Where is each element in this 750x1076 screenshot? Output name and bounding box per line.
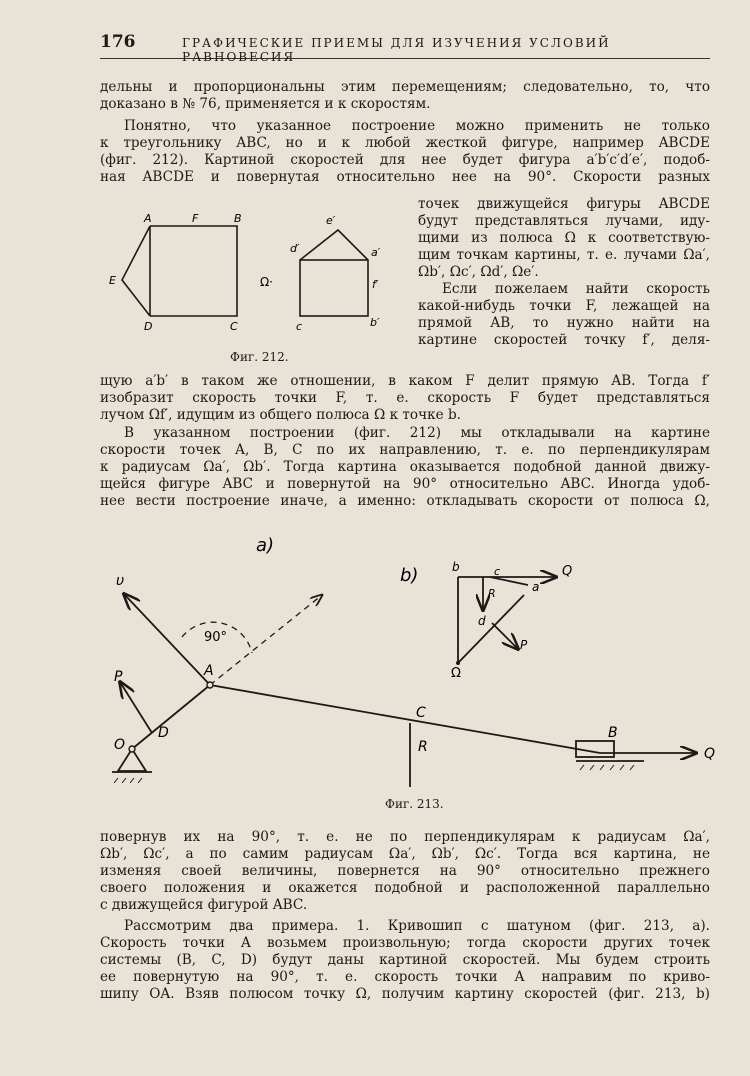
label-F: F xyxy=(192,212,199,225)
label-e-prime: e′ xyxy=(326,214,336,227)
label-A: A xyxy=(144,212,152,225)
text-line: своего положения и окажется подобной и расположенной параллельно xyxy=(100,880,710,896)
text-line: какой-нибудь точки F, лежащей на xyxy=(418,298,710,314)
label-d-prime: d′ xyxy=(290,242,300,255)
label-omega: Ω xyxy=(451,666,461,681)
label-Q-small: Q xyxy=(562,564,573,579)
text-line: точек движущейся фигуры ABCDE xyxy=(418,196,710,212)
label-d-small: d xyxy=(478,614,486,628)
text-line: нее вести построение иначе, а именно: откладывать скорости от полюса Ω, xyxy=(100,493,710,509)
text-line: щими из полюса Ω к соответствую- xyxy=(418,230,710,246)
text-line: щую a′b′ в таком же отношении, в каком F делит прямую AB. Тогда f′ xyxy=(100,373,710,389)
label-B: B xyxy=(234,212,242,225)
paragraph-top xyxy=(100,79,710,113)
label-O: O xyxy=(114,737,126,753)
label-b-prime: b′ xyxy=(370,316,380,329)
text-line: к радиусам Ωa′, Ωb′. Тогда картина оказывается подобной данной движу- xyxy=(100,459,710,475)
text-line: дельны и пропорциональны этим перемещениям; следовательно, то, что xyxy=(100,79,710,95)
label-c: c xyxy=(296,320,303,333)
text-line: скорости точек A, B, C по их направлению, т. е. по перпендикулярам xyxy=(100,442,710,458)
text-line: с движущейся фигурой ABC. xyxy=(100,897,308,913)
text-line: Ωb′, Ωc′, Ωd′, Ωe′. xyxy=(418,264,539,280)
running-title: ГРАФИЧЕСКИЕ ПРИЕМЫ ДЛЯ ИЗУЧЕНИЯ УСЛОВИЙ РАВНОВЕСИЯ xyxy=(182,36,611,64)
paragraph-2-wrap xyxy=(418,196,710,349)
text-line: ная ABCDE и повернутая относительно нее на 90°. Скорости разных xyxy=(100,169,710,185)
text-line: лучом Ωf′, идущим из общего полюса Ω к точке b. xyxy=(100,407,461,423)
paragraph-6 xyxy=(100,918,710,1003)
label-E: E xyxy=(109,274,116,287)
text-line: картине скоростей точку f′, деля- xyxy=(418,332,710,348)
figure-213-caption: Фиг. 213. xyxy=(385,797,444,811)
text-line: изобразит скорость точки F, т. е. скорость F будет представляться xyxy=(100,390,710,406)
text-line: прямой AB, то нужно найти на xyxy=(418,315,710,331)
label-D: D xyxy=(144,320,153,333)
paragraph-5 xyxy=(100,829,710,914)
text-line: доказано в № 76, применяется и к скоростям. xyxy=(100,96,431,112)
text-line: к треугольнику ABC, но и к любой жесткой фигуре, например ABCDE xyxy=(100,135,710,151)
paragraph-2 xyxy=(100,118,710,186)
text-line: Если пожелаем найти скорость xyxy=(442,281,710,297)
text-line: Скорость точки A возьмем произвольную; тогда скорости других точек xyxy=(100,935,710,951)
label-Q: Q xyxy=(704,746,716,762)
text-line: Понятно, что указанное построение можно применить не только xyxy=(124,118,710,134)
label-b-figure: b) xyxy=(400,565,419,586)
label-B: B xyxy=(608,725,618,741)
figure-213 xyxy=(100,525,720,810)
paragraph-4 xyxy=(100,425,710,510)
label-f-prime: f′ xyxy=(372,278,379,291)
label-R-small: R xyxy=(488,587,496,600)
label-b-small: b xyxy=(452,560,460,574)
text-line: (фиг. 212). Картиной скоростей для нее будет фигура a′b′c′d′e′, подоб- xyxy=(100,152,710,168)
label-pole: Ω· xyxy=(260,275,273,289)
text-line: системы (B, C, D) будут даны картиной скоростей. Мы будем строить xyxy=(100,952,710,968)
figure-212-caption: Фиг. 212. xyxy=(230,350,289,364)
label-c-small: c xyxy=(494,565,501,578)
text-line: ее повернутую на 90°, т. е. скорость точки A направим по криво- xyxy=(100,969,710,985)
label-C: C xyxy=(416,705,426,721)
label-v: υ xyxy=(116,573,125,589)
label-a-small: a xyxy=(532,580,540,594)
label-a-prime: a′ xyxy=(371,246,381,259)
text-line: Рассмотрим два примера. 1. Кривошип с шатуном (фиг. 213, a). xyxy=(124,918,710,934)
text-line: щим точкам картины, т. е. лучами Ωa′, xyxy=(418,247,710,263)
text-line: шипу OA. Взяв полюсом точку Ω, получим картину скоростей (фиг. 213, b) xyxy=(100,986,710,1002)
label-C: C xyxy=(230,320,238,333)
text-line: будут представляться лучами, иду- xyxy=(418,213,710,229)
page-number: 176 xyxy=(100,32,136,52)
paragraph-3-full xyxy=(100,373,710,424)
text-line: щейся фигуре ABC и повернутой на 90° относительно ABC. Иногда удоб- xyxy=(100,476,710,492)
label-P: P xyxy=(114,669,123,685)
label-P-small: P xyxy=(520,638,528,652)
text-line: повернув их на 90°, т. е. не по перпендикулярам к радиусам Ωa′, xyxy=(100,829,710,845)
text-line: Ωb′, Ωc′, а по самим радиусам Ωa′, Ωb′, Ωc′. Тогда вся картина, не xyxy=(100,846,710,862)
text-line: изменяя своей величины, повернется на 90° относительно прежнего xyxy=(100,863,710,879)
text-line: В указанном построении (фиг. 212) мы откладывали на картине xyxy=(124,425,710,441)
label-R: R xyxy=(418,739,428,755)
label-a-figure: a) xyxy=(256,535,275,556)
label-A: A xyxy=(204,663,214,679)
label-angle: 90° xyxy=(204,630,228,645)
label-D: D xyxy=(158,725,169,741)
page-header xyxy=(100,32,710,64)
